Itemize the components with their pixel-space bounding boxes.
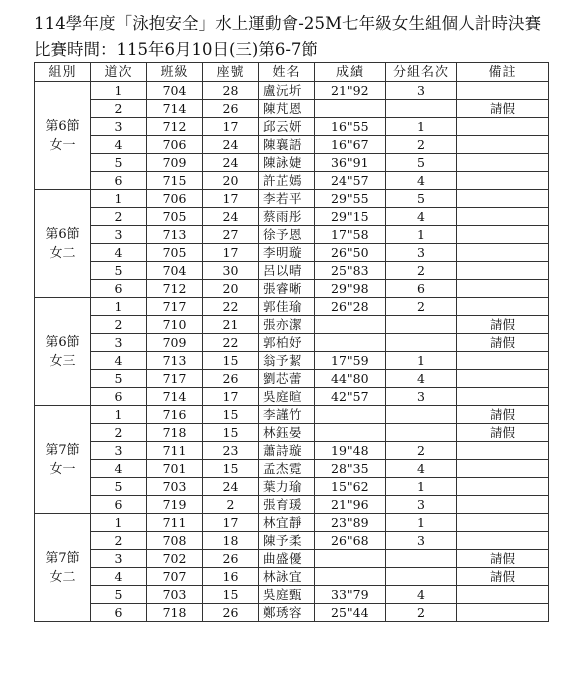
group-cell: [35, 298, 91, 406]
table-row: [35, 532, 549, 550]
score-cell: 26"50: [315, 244, 386, 262]
rank-cell: 3: [386, 388, 457, 406]
seat-cell: 17: [203, 118, 259, 136]
note-cell: 請假: [457, 568, 549, 586]
table-row: [35, 244, 549, 262]
table-row: [35, 316, 549, 334]
note-cell: [457, 532, 549, 550]
rank-cell: 1: [386, 226, 457, 244]
score-cell: 44"80: [315, 370, 386, 388]
note-cell: [457, 604, 549, 622]
group-heat: 女二: [49, 245, 76, 261]
name-cell: 張睿晰: [259, 280, 315, 298]
note-cell: [457, 244, 549, 262]
seat-cell: 24: [203, 208, 259, 226]
col-header-name: 姓名: [259, 63, 315, 82]
lane-cell: 1: [91, 82, 147, 100]
class-cell: 718: [147, 424, 203, 442]
score-cell: 25"44: [315, 604, 386, 622]
table-row: [35, 550, 549, 568]
score-cell: 26"68: [315, 532, 386, 550]
seat-cell: 15: [203, 406, 259, 424]
lane-cell: 2: [91, 424, 147, 442]
lane-cell: 2: [91, 208, 147, 226]
score-cell: [315, 316, 386, 334]
seat-cell: 15: [203, 352, 259, 370]
seat-cell: 20: [203, 280, 259, 298]
rank-cell: 2: [386, 298, 457, 316]
note-cell: [457, 208, 549, 226]
table-row: [35, 118, 549, 136]
table-row: [35, 478, 549, 496]
seat-cell: 21: [203, 316, 259, 334]
lane-cell: 1: [91, 190, 147, 208]
score-cell: 42"57: [315, 388, 386, 406]
name-cell: 郭佳瑜: [259, 298, 315, 316]
table-row: [35, 154, 549, 172]
rank-cell: [386, 406, 457, 424]
seat-cell: 18: [203, 532, 259, 550]
lane-cell: 1: [91, 514, 147, 532]
col-header-score: 成績: [315, 63, 386, 82]
rank-cell: 3: [386, 496, 457, 514]
rank-cell: 2: [386, 604, 457, 622]
lane-cell: 4: [91, 352, 147, 370]
header-row: [35, 63, 549, 82]
name-cell: 鄭琇容: [259, 604, 315, 622]
rank-cell: 1: [386, 352, 457, 370]
note-cell: [457, 298, 549, 316]
seat-cell: 15: [203, 586, 259, 604]
group-heat: 女一: [49, 137, 76, 153]
note-cell: [457, 280, 549, 298]
seat-cell: 24: [203, 154, 259, 172]
seat-cell: 26: [203, 370, 259, 388]
rank-cell: 1: [386, 514, 457, 532]
score-cell: 21"92: [315, 82, 386, 100]
class-cell: 706: [147, 136, 203, 154]
class-cell: 718: [147, 604, 203, 622]
rank-cell: 1: [386, 118, 457, 136]
name-cell: 林詠宜: [259, 568, 315, 586]
class-cell: 704: [147, 82, 203, 100]
lane-cell: 3: [91, 550, 147, 568]
lane-cell: 3: [91, 442, 147, 460]
score-cell: [315, 550, 386, 568]
score-cell: [315, 100, 386, 118]
class-cell: 715: [147, 172, 203, 190]
seat-cell: 27: [203, 226, 259, 244]
score-cell: [315, 568, 386, 586]
class-cell: 702: [147, 550, 203, 568]
name-cell: 李謹竹: [259, 406, 315, 424]
name-cell: 蔡雨彤: [259, 208, 315, 226]
score-cell: 17"59: [315, 352, 386, 370]
name-cell: 吳庭甄: [259, 586, 315, 604]
name-cell: 林鈺晏: [259, 424, 315, 442]
col-header-note: 備註: [457, 63, 549, 82]
note-cell: 請假: [457, 550, 549, 568]
note-cell: 請假: [457, 316, 549, 334]
rank-cell: 4: [386, 172, 457, 190]
class-cell: 716: [147, 406, 203, 424]
seat-cell: 23: [203, 442, 259, 460]
table-row: [35, 604, 549, 622]
lane-cell: 6: [91, 388, 147, 406]
class-cell: 714: [147, 388, 203, 406]
lane-cell: 6: [91, 496, 147, 514]
lane-cell: 5: [91, 154, 147, 172]
note-cell: [457, 154, 549, 172]
lane-cell: 5: [91, 586, 147, 604]
name-cell: 陳芃恩: [259, 100, 315, 118]
name-cell: 盧沅圻: [259, 82, 315, 100]
rank-cell: [386, 100, 457, 118]
class-cell: 705: [147, 208, 203, 226]
class-cell: 707: [147, 568, 203, 586]
seat-cell: 26: [203, 604, 259, 622]
class-cell: 717: [147, 298, 203, 316]
col-header-rank: 分組名次: [386, 63, 457, 82]
score-cell: [315, 424, 386, 442]
name-cell: 翁予絜: [259, 352, 315, 370]
group-period: 第7節: [45, 550, 80, 566]
group-period: 第6節: [45, 334, 80, 350]
seat-cell: 30: [203, 262, 259, 280]
score-cell: 33"79: [315, 586, 386, 604]
table-row: [35, 496, 549, 514]
class-cell: 712: [147, 118, 203, 136]
table-row: [35, 280, 549, 298]
score-cell: 29"15: [315, 208, 386, 226]
score-cell: 24"57: [315, 172, 386, 190]
group-heat: 女一: [49, 461, 76, 477]
note-cell: [457, 442, 549, 460]
class-cell: 704: [147, 262, 203, 280]
name-cell: 張亦潔: [259, 316, 315, 334]
table-row: [35, 406, 549, 424]
class-cell: 701: [147, 460, 203, 478]
rank-cell: 6: [386, 280, 457, 298]
lane-cell: 6: [91, 280, 147, 298]
class-cell: 711: [147, 442, 203, 460]
name-cell: 徐予恩: [259, 226, 315, 244]
note-cell: [457, 352, 549, 370]
rank-cell: 3: [386, 532, 457, 550]
table-row: [35, 424, 549, 442]
group-period: 第6節: [45, 118, 80, 134]
note-cell: 請假: [457, 100, 549, 118]
table-row: [35, 370, 549, 388]
lane-cell: 3: [91, 226, 147, 244]
group-heat: 女二: [49, 569, 76, 585]
rank-cell: 4: [386, 460, 457, 478]
lane-cell: 2: [91, 316, 147, 334]
score-cell: 23"89: [315, 514, 386, 532]
rank-cell: 4: [386, 586, 457, 604]
lane-cell: 4: [91, 460, 147, 478]
note-cell: [457, 514, 549, 532]
name-cell: 陳予柔: [259, 532, 315, 550]
rank-cell: 2: [386, 442, 457, 460]
class-cell: 713: [147, 352, 203, 370]
lane-cell: 5: [91, 478, 147, 496]
group-cell: [35, 190, 91, 298]
class-cell: 708: [147, 532, 203, 550]
seat-cell: 26: [203, 550, 259, 568]
score-cell: 26"28: [315, 298, 386, 316]
class-cell: 712: [147, 280, 203, 298]
class-cell: 705: [147, 244, 203, 262]
rank-cell: 2: [386, 136, 457, 154]
name-cell: 陳詠婕: [259, 154, 315, 172]
lane-cell: 6: [91, 604, 147, 622]
name-cell: 張育瑗: [259, 496, 315, 514]
table-row: [35, 586, 549, 604]
name-cell: 吳庭暄: [259, 388, 315, 406]
col-header-group: 組別: [35, 63, 91, 82]
score-cell: 16"67: [315, 136, 386, 154]
group-cell: [35, 514, 91, 622]
group-cell: [35, 82, 91, 190]
seat-cell: 22: [203, 334, 259, 352]
note-cell: [457, 586, 549, 604]
seat-cell: 24: [203, 478, 259, 496]
name-cell: 曲盛優: [259, 550, 315, 568]
table-row: [35, 100, 549, 118]
note-cell: [457, 496, 549, 514]
name-cell: 劉芯蕾: [259, 370, 315, 388]
seat-cell: 15: [203, 424, 259, 442]
table-row: [35, 568, 549, 586]
name-cell: 陳襄語: [259, 136, 315, 154]
rank-cell: 1: [386, 478, 457, 496]
lane-cell: 4: [91, 136, 147, 154]
seat-cell: 22: [203, 298, 259, 316]
rank-cell: 4: [386, 208, 457, 226]
rank-cell: [386, 334, 457, 352]
note-cell: [457, 172, 549, 190]
lane-cell: 1: [91, 298, 147, 316]
class-cell: 703: [147, 586, 203, 604]
rank-cell: [386, 424, 457, 442]
lane-cell: 2: [91, 532, 147, 550]
col-header-seat: 座號: [203, 63, 259, 82]
note-cell: [457, 82, 549, 100]
note-cell: [457, 190, 549, 208]
class-cell: 710: [147, 316, 203, 334]
lane-cell: 4: [91, 244, 147, 262]
rank-cell: [386, 550, 457, 568]
lane-cell: 3: [91, 118, 147, 136]
seat-cell: 24: [203, 136, 259, 154]
page-title: 114學年度「泳抱安全」水上運動會-25M七年級女生組個人計時決賽: [34, 14, 542, 33]
group-period: 第7節: [45, 442, 80, 458]
table-row: [35, 298, 549, 316]
note-cell: [457, 226, 549, 244]
class-cell: 709: [147, 154, 203, 172]
class-cell: 703: [147, 478, 203, 496]
name-cell: 李若平: [259, 190, 315, 208]
group-cell: [35, 406, 91, 514]
name-cell: 林宜靜: [259, 514, 315, 532]
class-cell: 709: [147, 334, 203, 352]
score-cell: 19"48: [315, 442, 386, 460]
score-cell: [315, 334, 386, 352]
table-row: [35, 226, 549, 244]
group-heat: 女三: [49, 353, 76, 369]
note-cell: [457, 478, 549, 496]
table-row: [35, 136, 549, 154]
score-cell: 29"55: [315, 190, 386, 208]
class-cell: 719: [147, 496, 203, 514]
table-row: [35, 334, 549, 352]
lane-cell: 5: [91, 370, 147, 388]
name-cell: 許芷嫣: [259, 172, 315, 190]
table-row: [35, 352, 549, 370]
match-time: 比賽時間：115年6月10日(三)第6-7節: [34, 40, 318, 59]
lane-cell: 1: [91, 406, 147, 424]
score-cell: 25"83: [315, 262, 386, 280]
seat-cell: 17: [203, 514, 259, 532]
table-row: [35, 388, 549, 406]
seat-cell: 20: [203, 172, 259, 190]
score-cell: 21"96: [315, 496, 386, 514]
name-cell: 葉力瑜: [259, 478, 315, 496]
note-cell: 請假: [457, 334, 549, 352]
score-cell: 15"62: [315, 478, 386, 496]
rank-cell: 5: [386, 190, 457, 208]
lane-cell: 5: [91, 262, 147, 280]
results-table: [34, 62, 549, 622]
lane-cell: 3: [91, 334, 147, 352]
name-cell: 邱云妍: [259, 118, 315, 136]
score-cell: 36"91: [315, 154, 386, 172]
seat-cell: 26: [203, 100, 259, 118]
score-cell: 29"98: [315, 280, 386, 298]
name-cell: 孟杰霓: [259, 460, 315, 478]
note-cell: [457, 262, 549, 280]
name-cell: 蕭詩璇: [259, 442, 315, 460]
class-cell: 714: [147, 100, 203, 118]
class-cell: 717: [147, 370, 203, 388]
group-period: 第6節: [45, 226, 80, 242]
lane-cell: 2: [91, 100, 147, 118]
table-row: [35, 172, 549, 190]
note-cell: [457, 118, 549, 136]
seat-cell: 15: [203, 460, 259, 478]
table-row: [35, 262, 549, 280]
col-header-class: 班級: [147, 63, 203, 82]
note-cell: 請假: [457, 406, 549, 424]
rank-cell: 2: [386, 262, 457, 280]
name-cell: 呂以晴: [259, 262, 315, 280]
table-row: [35, 460, 549, 478]
rank-cell: 3: [386, 82, 457, 100]
rank-cell: 3: [386, 244, 457, 262]
seat-cell: 17: [203, 388, 259, 406]
score-cell: [315, 406, 386, 424]
table-row: [35, 190, 549, 208]
table-row: [35, 514, 549, 532]
seat-cell: 28: [203, 82, 259, 100]
table-row: [35, 208, 549, 226]
table-row: [35, 82, 549, 100]
note-cell: [457, 136, 549, 154]
name-cell: 李明璇: [259, 244, 315, 262]
seat-cell: 2: [203, 496, 259, 514]
note-cell: [457, 460, 549, 478]
seat-cell: 17: [203, 244, 259, 262]
class-cell: 711: [147, 514, 203, 532]
table-row: [35, 442, 549, 460]
rank-cell: [386, 316, 457, 334]
score-cell: 16"55: [315, 118, 386, 136]
note-cell: [457, 388, 549, 406]
lane-cell: 4: [91, 568, 147, 586]
note-cell: 請假: [457, 424, 549, 442]
score-cell: 28"35: [315, 460, 386, 478]
seat-cell: 16: [203, 568, 259, 586]
note-cell: [457, 370, 549, 388]
seat-cell: 17: [203, 190, 259, 208]
score-cell: 17"58: [315, 226, 386, 244]
rank-cell: [386, 568, 457, 586]
rank-cell: 5: [386, 154, 457, 172]
rank-cell: 4: [386, 370, 457, 388]
class-cell: 713: [147, 226, 203, 244]
lane-cell: 6: [91, 172, 147, 190]
name-cell: 郭柏妤: [259, 334, 315, 352]
class-cell: 706: [147, 190, 203, 208]
col-header-lane: 道次: [91, 63, 147, 82]
table-body: [35, 82, 549, 622]
